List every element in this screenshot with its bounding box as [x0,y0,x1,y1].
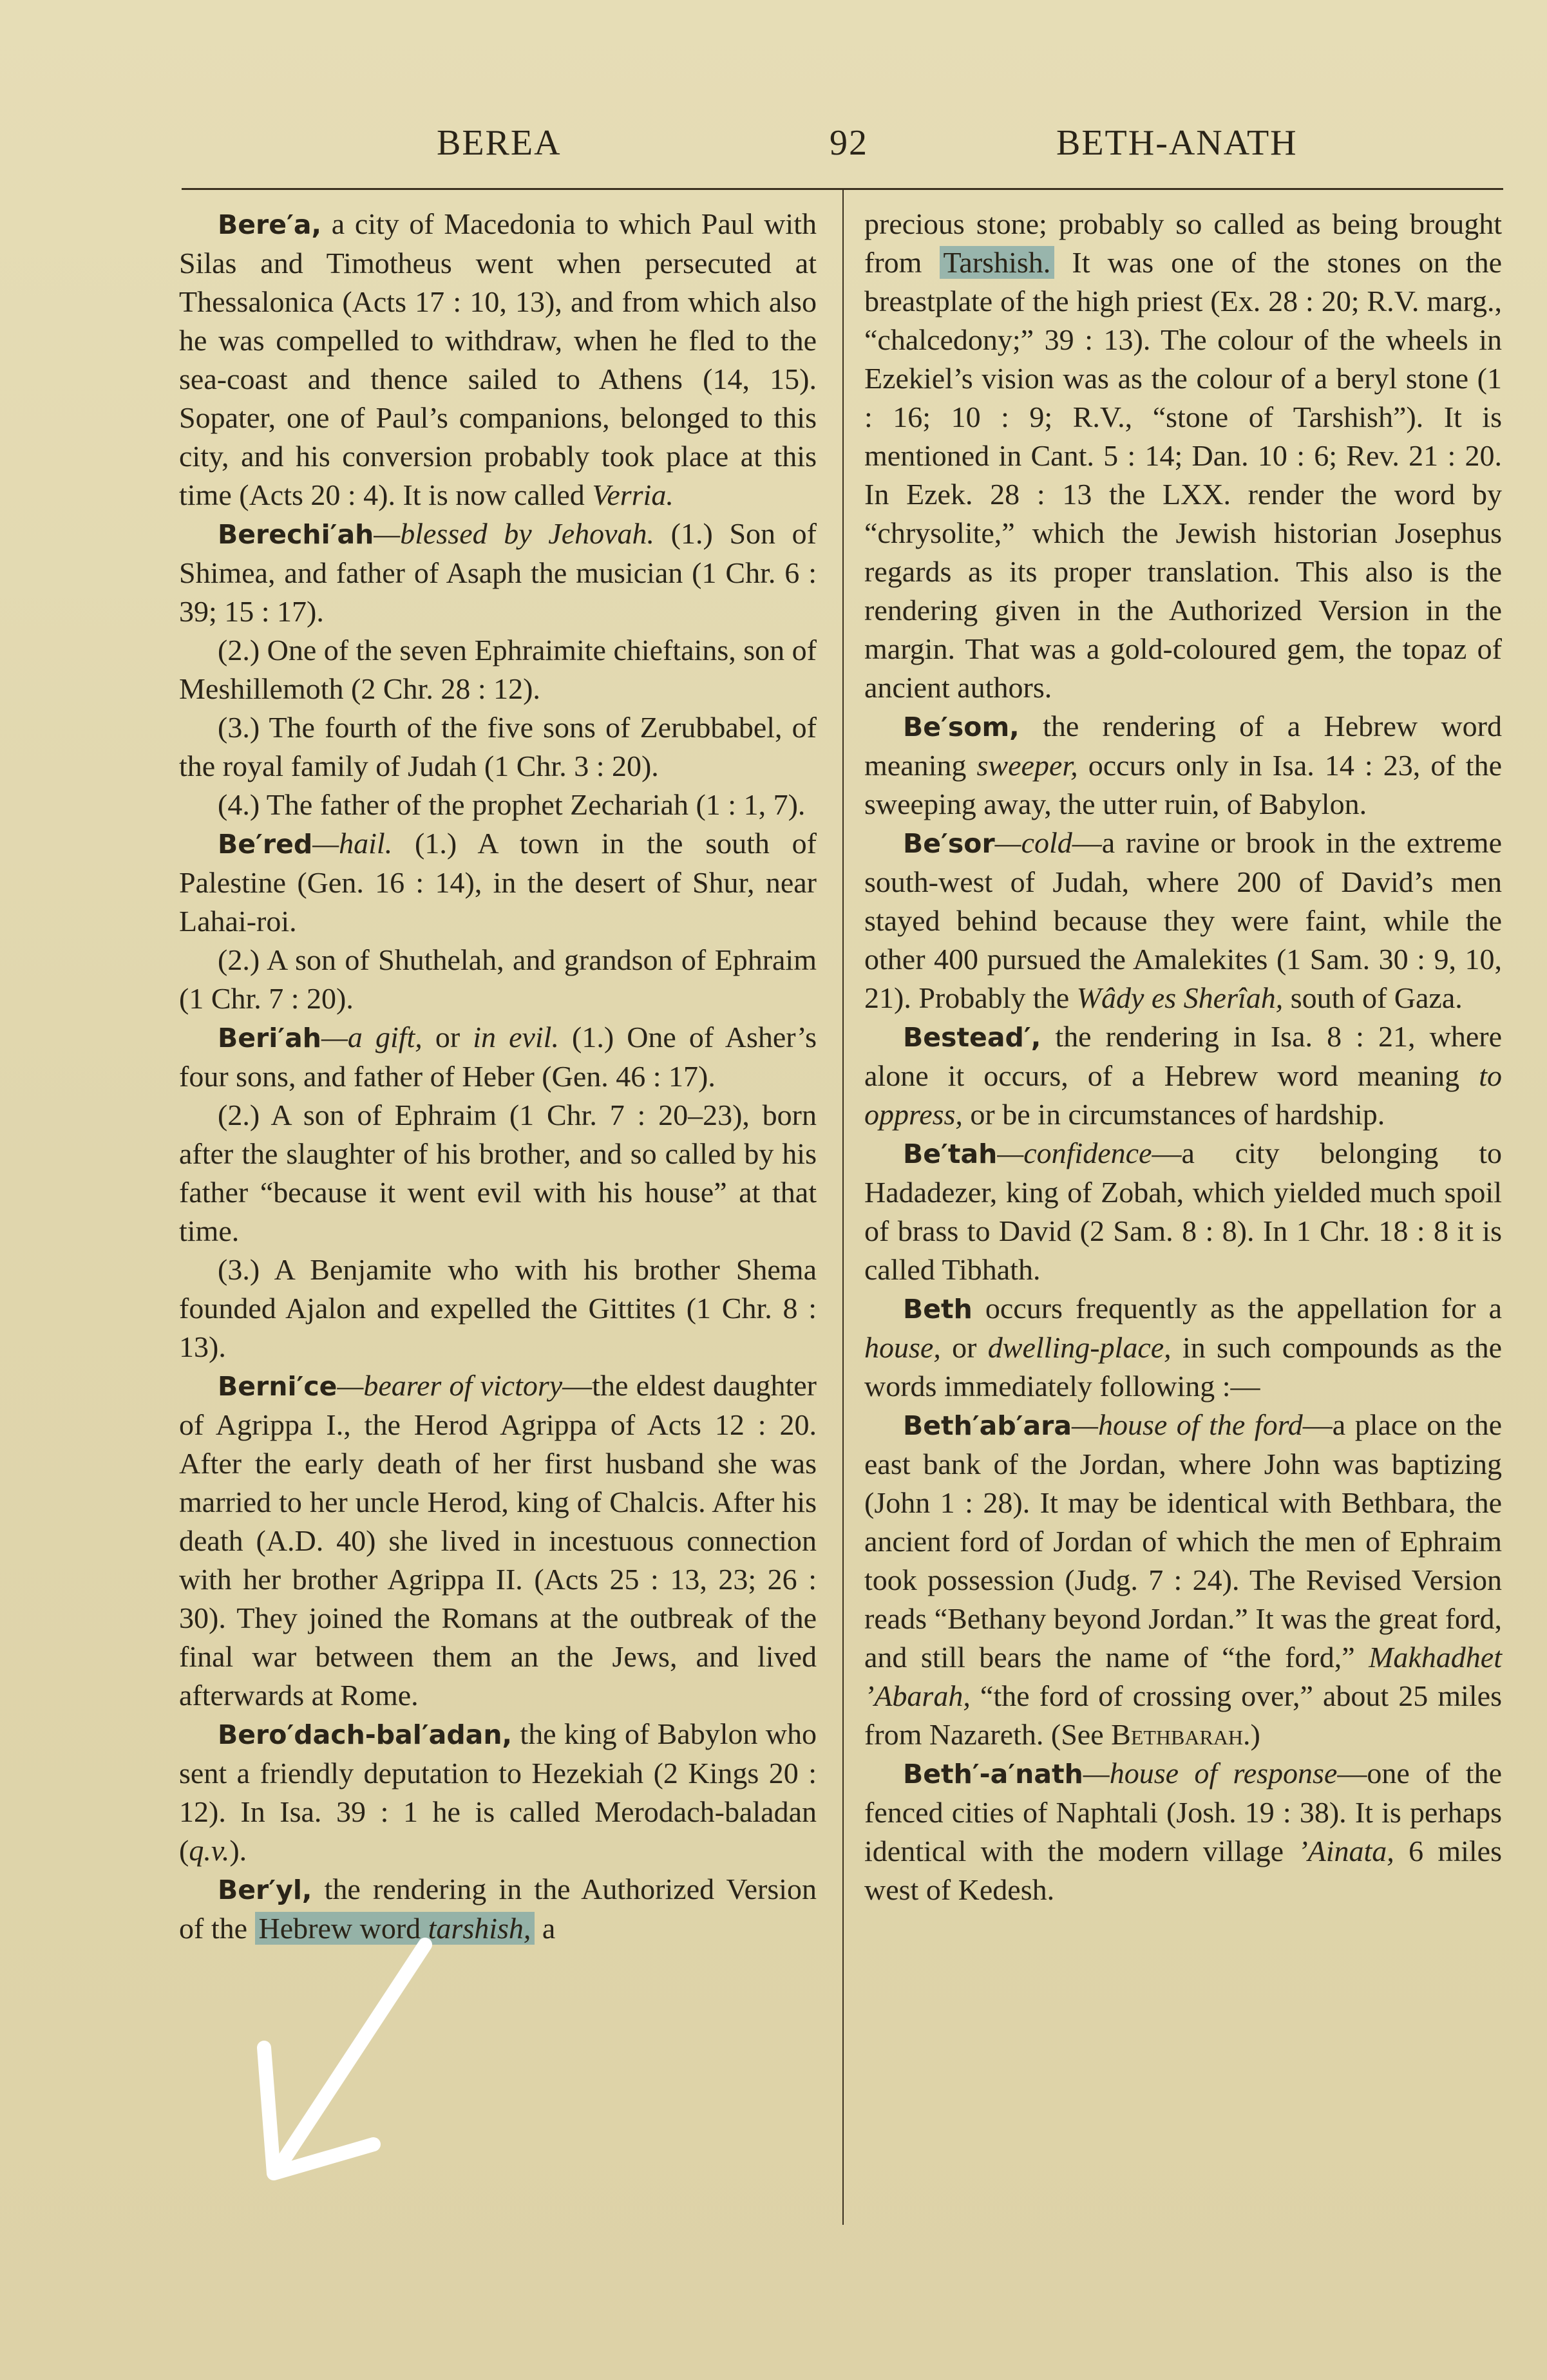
headword: Beth [903,1294,973,1325]
highlight-text: Hebrew word [258,1912,428,1945]
entry-text: or be in circumstances of hardship. [962,1098,1385,1131]
entry-italic: Verria. [592,478,674,511]
running-header [0,122,1547,174]
entry-text: It was one of the stones on the breastplate of the high priest (Ex. 28 : 20; R.V. marg., “chalcedony;” 39 : 13). The colour of the wheels in Ezekiel’s vision was as the colour of a beryl stone (1 : 16; 10 : 9; R.V., “stone of Tarshish”). It is mentioned in Cant. 5 : 14; Dan. 10 : 6; Rev. 21 : 20. In Ezek. 28 : 13 the LXX. render the word by “chrysolite,” which the Jewish historian Josephus regards as its proper translation. This also is the rendering given in the Authorized Version in the margin. That was a gold-coloured gem, the topaz of ancient authors. [864,246,1502,704]
entry-italic: —house of the ford [1072,1408,1303,1441]
entry-italic: ’Ainata, [1298,1835,1394,1867]
headword: Berechi′ah [218,519,374,550]
entry-italic: —hail. [312,827,393,860]
entry-italic: —confidence [997,1137,1152,1169]
entry-sub: (2.) One of the seven Ephraimite chieftains, son of Meshillemoth (2 Chr. 28 : 12). [179,634,817,705]
headword: Bere′a, [218,209,322,240]
entry-besor [864,824,1502,1017]
entry-text: occurs only in Isa. 14 : 23, of the sweeping away, the utter ruin, of Babylon. [864,749,1503,820]
headword: Berni′ce [218,1371,337,1402]
highlight-italic: tarshish, [428,1912,531,1945]
entry-berechiah [179,515,817,631]
header-left-keyword: BEREA [437,123,562,163]
headword: Be′red [218,829,313,860]
headword: Be′som, [903,712,1020,742]
headword: Be′sor [903,828,995,859]
entry-sub: (4.) The father of the prophet Zechariah (1 : 1, 7). [218,788,806,821]
entry-text: in such compounds as the words immediately following :— [864,1331,1502,1402]
entry-text: 6 miles west of Kedesh. [864,1835,1502,1906]
entry-text: or [422,1021,473,1053]
text-highlight[interactable]: Tarshish. [940,246,1055,279]
entry-italic: dwelling-place, [987,1331,1172,1364]
entry-text: the king of Babylon who sent a friendly deputation to Hezekiah (2 Kings 20 : 12). In Isa. 39 : 1 he is called Merodach-baladan ( [179,1717,817,1867]
headword: Ber′yl, [218,1875,312,1905]
entry-beryl-continued [864,205,1502,707]
entry-beriah [179,1018,817,1096]
entry-text: (1.) One of Asher’s four sons, and father of Heber (Gen. 46 : 17). [179,1021,817,1093]
entry-italic: —house of response [1083,1757,1338,1790]
entry-bered [179,824,817,941]
right-column [864,205,1502,1909]
entry-italic: q.v. [189,1834,230,1867]
entry-bernice [179,1366,817,1715]
entry-italic: house, [864,1331,941,1364]
entry-text: “the ford of crossing over,” about 25 miles from Nazareth. (See [864,1679,1502,1751]
entry-text: —one of the fenced cities of Naphtali (Josh. 19 : 38). It is perhaps identical with the modern village [864,1757,1502,1867]
entry-italic: —a gift, [321,1021,422,1053]
entry-bethabara [864,1406,1502,1754]
entry-italic: —bearer of victory [337,1369,563,1402]
header-right-keyword: BETH-ANATH [1056,123,1298,163]
entry-text: occurs frequently as the appellation for a [972,1292,1502,1325]
entry-text: a [535,1912,556,1945]
entry-italic: —cold [994,826,1072,859]
headword: Be′tah [903,1138,998,1169]
entry-text: —the eldest daughter of Agrippa I., the Herod Agrippa of Acts 12 : 20. After the early death of her first husband she was married to her uncle Herod, king of Chalcis. After his death ( [179,1369,817,1557]
entry-italic: in evil. [473,1021,559,1053]
entry-text: (1.) A town in the south of Palestine (Gen. 16 : 14), in the desert of Shur, near Lahai-roi. [179,827,817,938]
column-divider [842,190,844,2225]
entry-text: ) [1250,1718,1260,1751]
page-number: 92 [830,123,868,163]
entry-text: the rendering in the Authorized Version of the [179,1873,817,1945]
headword: Beth′ab′ara [903,1410,1072,1441]
entry-sub: (2.) A son of Ephraim (1 Chr. 7 : 20–23), born after the slaughter of his brother, and so called by his father “because it went evil with his house” at that time. [179,1099,817,1247]
entry-text: the rendering in Isa. 8 : 21, where alone it occurs, of a Hebrew word meaning [864,1020,1502,1092]
entry-text: 40) she lived in incestuous connection with her brother Agrippa II. (Acts 25 : 13, 23; 26 : 30). They joined the Romans at the outbreak of the final war between them an the Jews, and lived afterwards at Rome. [179,1524,817,1712]
entry-betah [864,1134,1502,1289]
entry-text: (1.) Son of Shimea, and father of Asaph the musician (1 Chr. 6 : 39; 15 : 17). [179,517,817,628]
entry-text: or [940,1331,988,1364]
headword: Beth′-a′nath [903,1759,1083,1790]
headword: Bestead′, [903,1022,1041,1053]
entry-sub: (2.) A son of Shuthelah, and grandson of Ephraim (1 Chr. 7 : 20). [179,943,817,1015]
entry-besom [864,707,1502,824]
entry-text: —a ravine or brook in the extreme south-west of Judah, where 200 of David’s men stayed behind because they were faint, while the other 400 pursued the Amalekites (1 Sam. 30 : 9, 10, 21). Probably the [864,826,1502,1014]
entry-text: —a city belonging to Hadadezer, king of Zobah, which yielded much spoil of brass to David (2 Sam. 8 : 8). In 1 Chr. 18 : 8 it is called Tibhath. [864,1137,1502,1286]
entry-sub: (3.) A Benjamite who with his brother Shema founded Ajalon and expelled the Gittites (1 Chr. 8 : 13). [179,1253,817,1363]
headword: Bero′dach-bal′adan, [218,1719,513,1750]
entry-bestead [864,1017,1502,1134]
left-column [179,205,817,1948]
entry-berodach [179,1715,817,1870]
entry-beth [864,1289,1502,1406]
headword: Beri′ah [218,1023,321,1053]
entry-text: —a place on the east bank of the Jordan, where John was baptizing (John 1 : 28). It may be identical with Bethbara, the ancient ford of Jordan of which the men of Ephraim took possession (Judg. 7 : 24). The Revised Version reads “Bethany beyond Jordan.” It was the great ford, and still bears the name of “the ford,” [864,1408,1502,1674]
entry-small-caps: Bethbarah. [1111,1718,1251,1751]
entry-italic: Wâdy es Sherîah, [1076,981,1284,1014]
entry-italic: sweeper, [976,749,1078,782]
entry-beth-anath [864,1754,1502,1909]
entry-sub: (3.) The fourth of the five sons of Zerubbabel, of the royal family of Judah (1 Chr. 3 : 20). [179,711,817,782]
entry-small-caps: A.D. [265,1524,324,1557]
entry-text: ). [229,1834,247,1867]
entry-berea [179,205,817,515]
entry-text: precious stone; probably so called as being brought from [864,207,1502,279]
entry-text: a city of Macedonia to which Paul with Silas and Timotheus went when persecuted at Thessalonica (Acts 17 : 10, 13), and from which also he was compelled to withdraw, when he fled to the sea-coast and thence sailed to Athens (14, 15). Sopater, one of Paul’s companions, belonged to this city, and his conversion probably took place at this time (Acts 20 : 4). It is now called [179,207,817,511]
entry-italic: Makhadhet ’Abarah, [864,1641,1502,1712]
entry-italic: to oppress, [864,1059,1502,1131]
entry-italic: —blessed by Jehovah. [374,517,655,550]
entry-text: the rendering of a Hebrew word meaning [864,710,1502,782]
entry-text: south of Gaza. [1283,981,1463,1014]
arrow-down-left-icon [245,1925,451,2196]
